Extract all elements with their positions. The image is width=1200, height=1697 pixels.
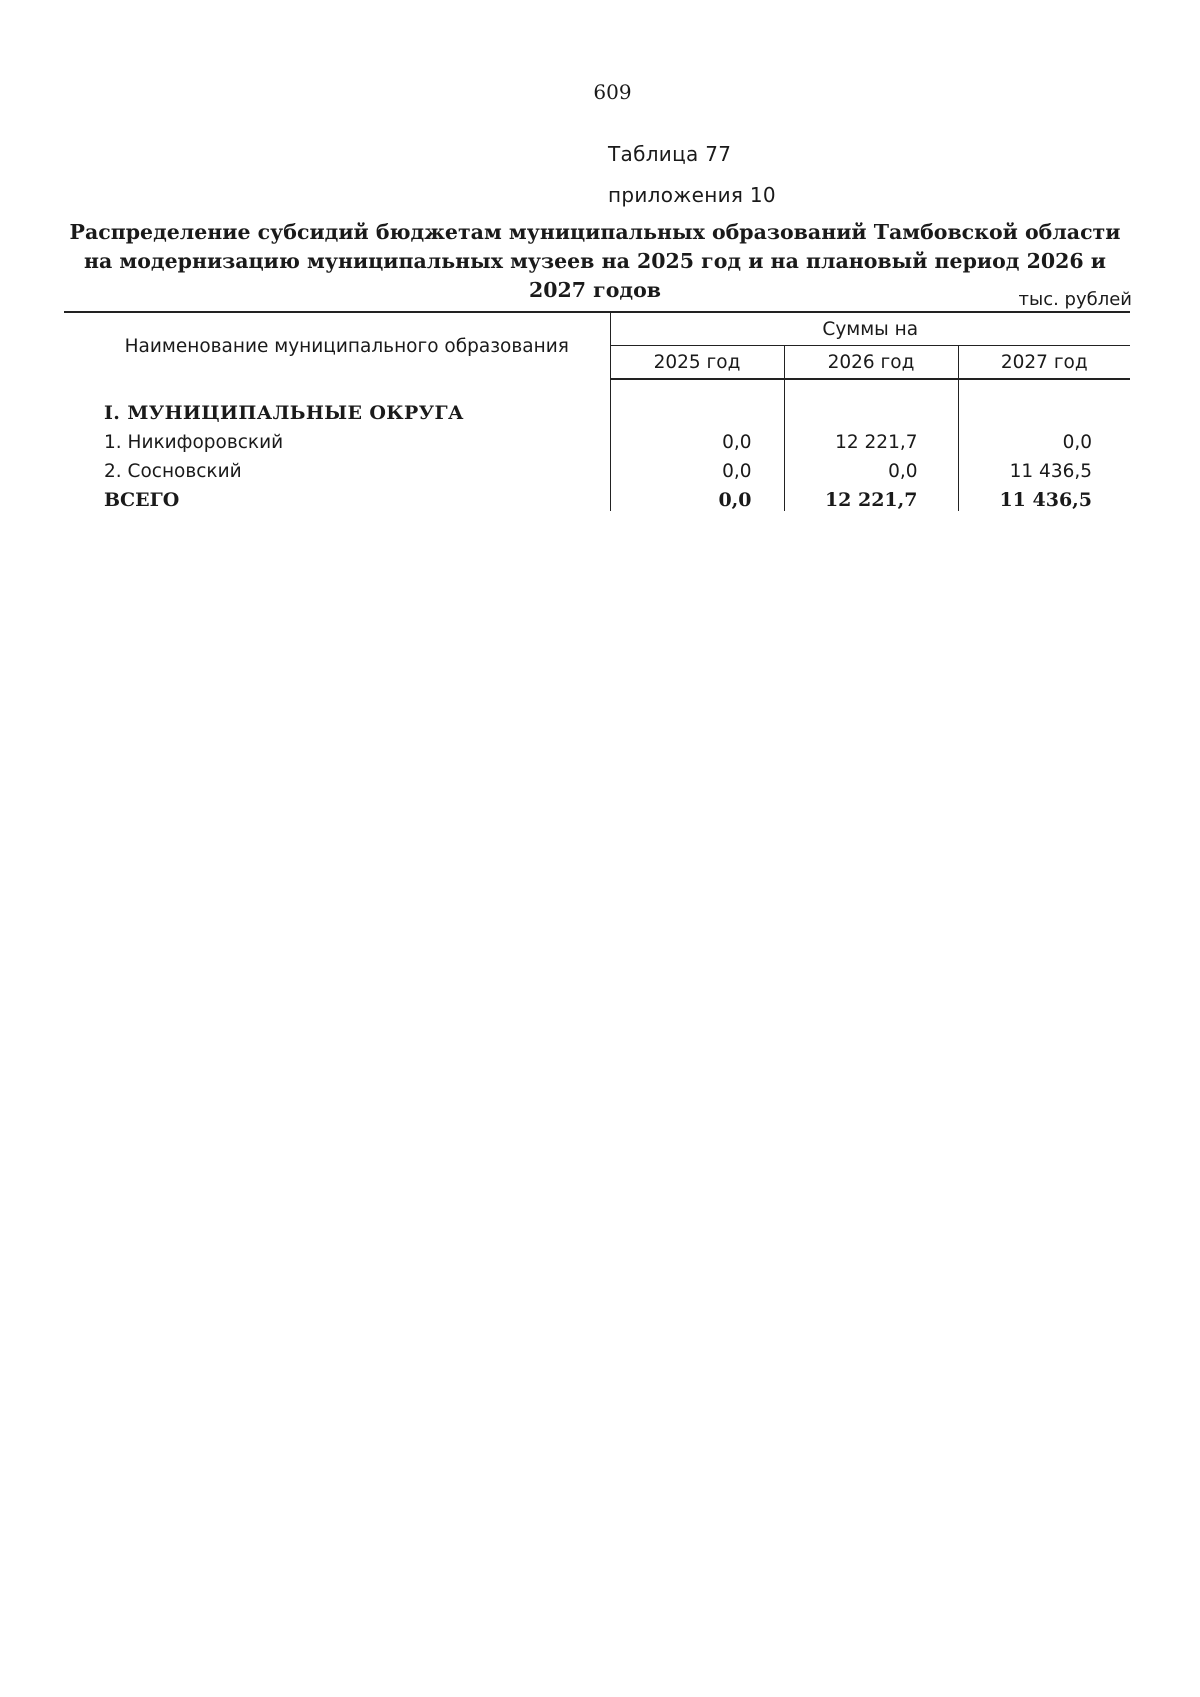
section-cell-2027 (958, 379, 1130, 424)
units-label: тыс. рублей (1018, 289, 1132, 310)
row-municipality-name: 2. Сосновский (104, 461, 242, 482)
row-value-2027: 0,0 (958, 424, 1130, 453)
header-year-2027: 2027 год (958, 346, 1130, 380)
row-value-2026: 0,0 (784, 453, 958, 482)
row-value-2025: 0,0 (610, 453, 784, 482)
document-title: Распределение субсидий бюджетам муниципальных образований Тамбовской области на модернизацию муниципальных музеев на 2025 год и на плановый период 2026 и 2027 годов (69, 220, 1121, 302)
row-value-2027: 11 436,5 (958, 453, 1130, 482)
total-label: ВСЕГО (104, 489, 180, 511)
section-label: I. МУНИЦИПАЛЬНЫЕ ОКРУГА (104, 402, 464, 424)
section-row (64, 379, 1130, 424)
subsidy-table (64, 311, 1130, 511)
total-value-2026: 12 221,7 (784, 482, 958, 511)
table-number: Таблица 77 (608, 142, 732, 166)
total-row (64, 482, 1130, 511)
table-row (64, 424, 1130, 453)
header-year-2025: 2025 год (610, 346, 784, 380)
header-sums-group: Суммы на (610, 312, 1130, 346)
table-row (64, 453, 1130, 482)
total-value-2025: 0,0 (610, 482, 784, 511)
section-cell-2026 (784, 379, 958, 424)
subsidy-table-container (64, 311, 1130, 511)
header-municipality-name: Наименование муниципального образования (64, 312, 610, 379)
total-value-2027: 11 436,5 (958, 482, 1130, 511)
row-value-2026: 12 221,7 (784, 424, 958, 453)
section-cell-2025 (610, 379, 784, 424)
header-year-2026: 2026 год (784, 346, 958, 380)
header-row-top (64, 312, 1130, 346)
row-municipality-name: 1. Никифоровский (104, 432, 284, 453)
appendix-reference: приложения 10 (608, 183, 776, 207)
row-value-2025: 0,0 (610, 424, 784, 453)
page-number: 609 (593, 80, 632, 104)
